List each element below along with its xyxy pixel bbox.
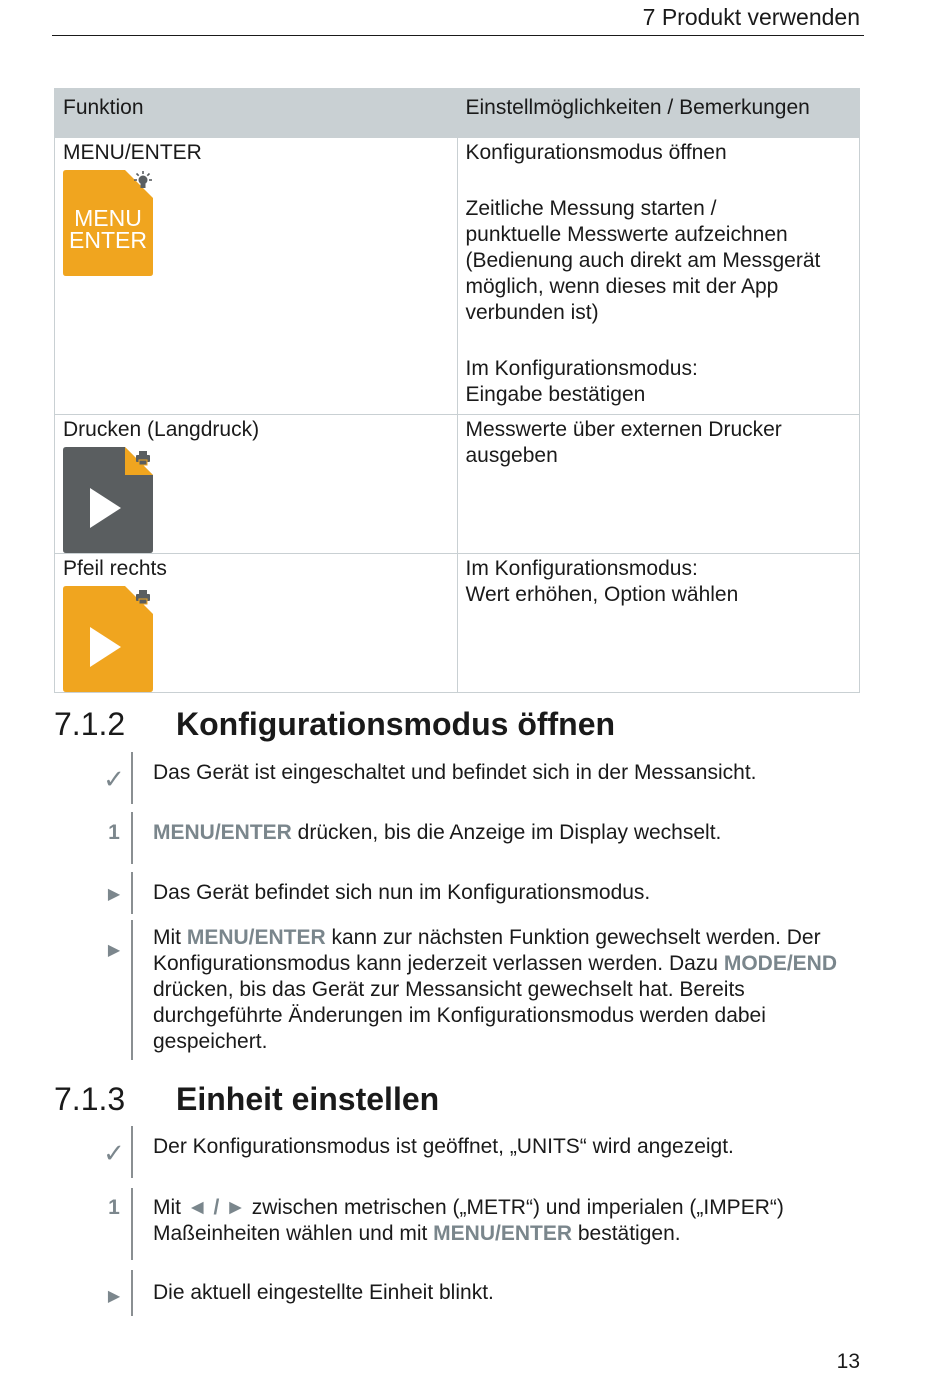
step-text: Der Konfigurationsmodus ist geöffnet, „UNITS“ wird angezeigt.	[153, 1135, 734, 1158]
note-text: Im Konfigurationsmodus: Eingabe bestätigen	[465, 357, 698, 406]
function-label: Pfeil rechts	[63, 557, 167, 580]
function-table	[54, 88, 860, 693]
notes-cell	[457, 415, 860, 554]
enter-label: ENTER	[69, 227, 147, 253]
keyword-arrows: ◄ / ►	[186, 1196, 246, 1219]
notes-cell	[457, 554, 860, 693]
keyword-mode-end: MODE/END	[723, 952, 838, 975]
print-button-image	[63, 447, 153, 553]
step-number: 1	[108, 1196, 120, 1219]
list-item	[100, 812, 860, 864]
section-heading	[54, 1081, 439, 1118]
list-item	[100, 920, 860, 1060]
notes-cell	[457, 138, 860, 415]
step-text: Das Gerät ist eingeschaltet und befindet sich in der Messansicht.	[153, 761, 757, 784]
step-text: drücken, bis die Anzeige im Display wechselt.	[291, 821, 722, 844]
keyword-menu-enter: MENU/ENTER	[186, 926, 326, 949]
section-number: 7.1.2	[54, 706, 126, 742]
keyword-menu-enter: MENU/ENTER	[153, 821, 292, 844]
section-heading	[54, 706, 615, 743]
list-item	[100, 872, 860, 914]
step-number: 1	[108, 821, 120, 844]
check-icon: ✓	[103, 764, 125, 794]
step-text: Mit	[153, 1196, 187, 1219]
page-header-title: 7 Produkt verwenden	[642, 4, 860, 30]
function-label: MENU/ENTER	[63, 141, 202, 164]
menu-enter-button-image	[63, 170, 153, 276]
function-cell	[55, 415, 458, 554]
step-text: drücken, bis das Gerät zur Messansicht gewechselt hat. Bereits durchgeführte Änderungen im Konfigurationsmodus werden dabei gespeichert.	[153, 978, 766, 1053]
step-text: Die aktuell eingestellte Einheit blinkt.	[153, 1281, 494, 1304]
section-title: Konfigurationsmodus öffnen	[176, 706, 616, 742]
list-item	[100, 752, 860, 804]
list-item	[100, 1270, 860, 1316]
menu-label: MENU	[74, 205, 142, 231]
header-divider	[52, 35, 864, 36]
step-text: zwischen metrischen („METR“) und imperialen („IMPER“) Maßeinheiten wählen und mit	[153, 1196, 784, 1245]
step-text: Das Gerät befindet sich nun im Konfigurationsmodus.	[153, 881, 651, 904]
arrow-right-button-shape	[63, 586, 153, 692]
result-arrow-icon: ▶	[107, 942, 121, 959]
column-header-notes: Einstellmöglichkeiten / Bemerkungen	[457, 89, 860, 138]
step-text: Mit	[153, 926, 187, 949]
result-arrow-icon: ▶	[107, 886, 121, 903]
print-button-shape	[63, 447, 153, 553]
arrow-right-button-image	[63, 586, 153, 692]
keyword-menu-enter: MENU/ENTER	[433, 1222, 573, 1245]
check-icon: ✓	[103, 1138, 125, 1168]
result-arrow-icon: ▶	[107, 1288, 121, 1305]
table-row	[55, 415, 860, 554]
list-item	[100, 1126, 860, 1178]
note-text: Messwerte über externen Drucker ausgeben	[465, 418, 782, 467]
function-cell	[55, 138, 458, 415]
function-cell	[55, 554, 458, 693]
function-label: Drucken (Langdruck)	[63, 418, 260, 441]
section-number: 7.1.3	[54, 1081, 126, 1117]
table-row	[55, 138, 860, 415]
table-row	[55, 554, 860, 693]
page-number: 13	[836, 1350, 860, 1373]
section-title: Einheit einstellen	[176, 1081, 440, 1117]
table-header-row	[55, 89, 860, 138]
column-header-function: Funktion	[55, 89, 458, 138]
list-item	[100, 1188, 860, 1260]
note-text: Zeitliche Messung starten / punktuelle Messwerte aufzeichnen (Bedienung auch direkt am Messgerät möglich, wenn dieses mit der App verbunden ist)	[465, 197, 821, 324]
step-text: kann zur nächsten Funktion gewechselt werden. Der Konfigurationsmodus kann jederzeit verlassen werden. Dazu	[153, 926, 821, 975]
step-text: bestätigen.	[572, 1222, 681, 1245]
note-text: Im Konfigurationsmodus: Wert erhöhen, Option wählen	[465, 557, 739, 606]
note-text: Konfigurationsmodus öffnen	[465, 141, 727, 164]
